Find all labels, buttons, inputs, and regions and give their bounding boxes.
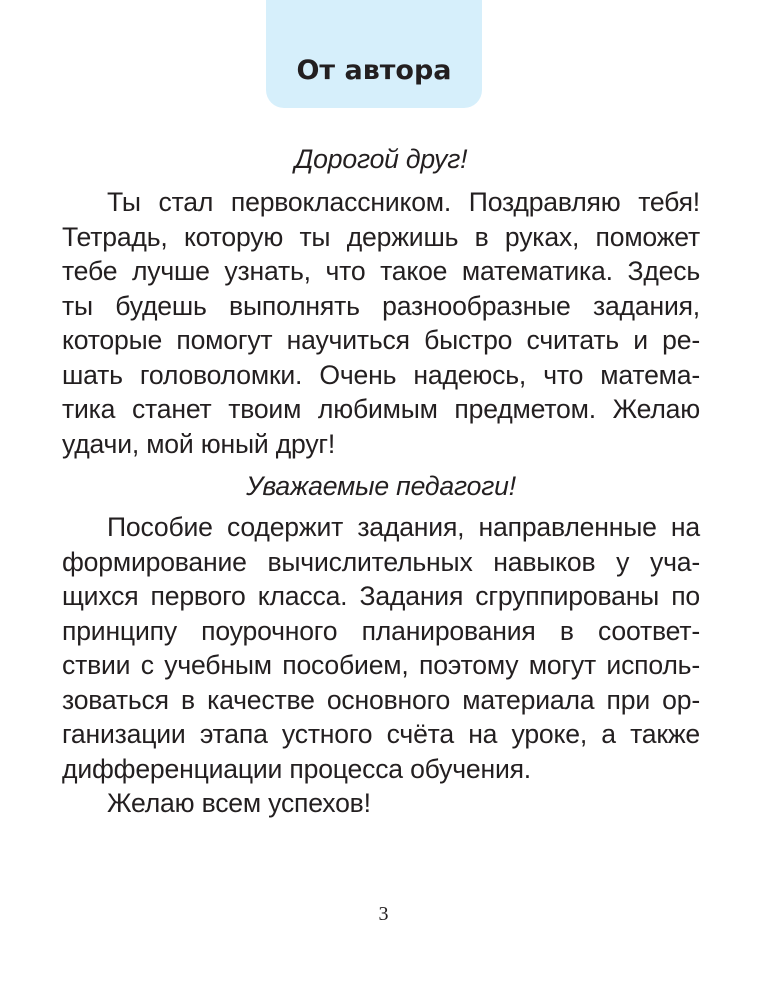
text-line: тебе лучше узнать, что такое математика. Здесь bbox=[62, 256, 700, 286]
header-tab bbox=[266, 0, 482, 108]
text-line: формирование вычислительных навыков у уча- bbox=[62, 546, 700, 577]
text-line: дифференциации процесса обучения. bbox=[62, 753, 531, 784]
text-line: которые помогут научиться быстро считать и ре- bbox=[62, 325, 700, 355]
text-line: ты будешь выполнять разнообразные задания, bbox=[62, 290, 700, 321]
text-line: тика станет твоим любимым предметом. Желаю bbox=[62, 394, 700, 424]
page-title: От автора bbox=[296, 54, 452, 86]
text-line: принципу поурочного планирования в соответ- bbox=[62, 615, 700, 646]
text-line: Ты стал первоклассником. Поздравляю тебя! bbox=[107, 187, 700, 217]
main-text bbox=[62, 140, 700, 821]
text-line: шать головоломки. Очень надеюсь, что матема- bbox=[62, 359, 700, 390]
text-line: Пособие содержит задания, направленные на bbox=[107, 512, 700, 542]
teacher-paragraph bbox=[62, 510, 700, 786]
text-line: удачи, мой юный друг! bbox=[62, 428, 336, 459]
text-line: ганизации этапа устного счёта на уроке, а также bbox=[62, 719, 700, 749]
text-line: зоваться в качестве основного материала при ор- bbox=[62, 684, 700, 715]
closing-line: Желаю всем успехов! bbox=[107, 788, 371, 818]
student-paragraph bbox=[62, 185, 700, 461]
text-line: щихся первого класса. Задания сгруппированы по bbox=[62, 581, 700, 611]
teacher-greeting: Уважаемые педагоги! bbox=[246, 471, 516, 501]
page-number: 3 bbox=[378, 903, 389, 925]
student-greeting: Дорогой друг! bbox=[294, 144, 468, 174]
text-line: Тетрадь, которую ты держишь в руках, поможет bbox=[62, 221, 700, 252]
text-line: ствии с учебным пособием, поэтому могут исполь- bbox=[62, 650, 700, 680]
